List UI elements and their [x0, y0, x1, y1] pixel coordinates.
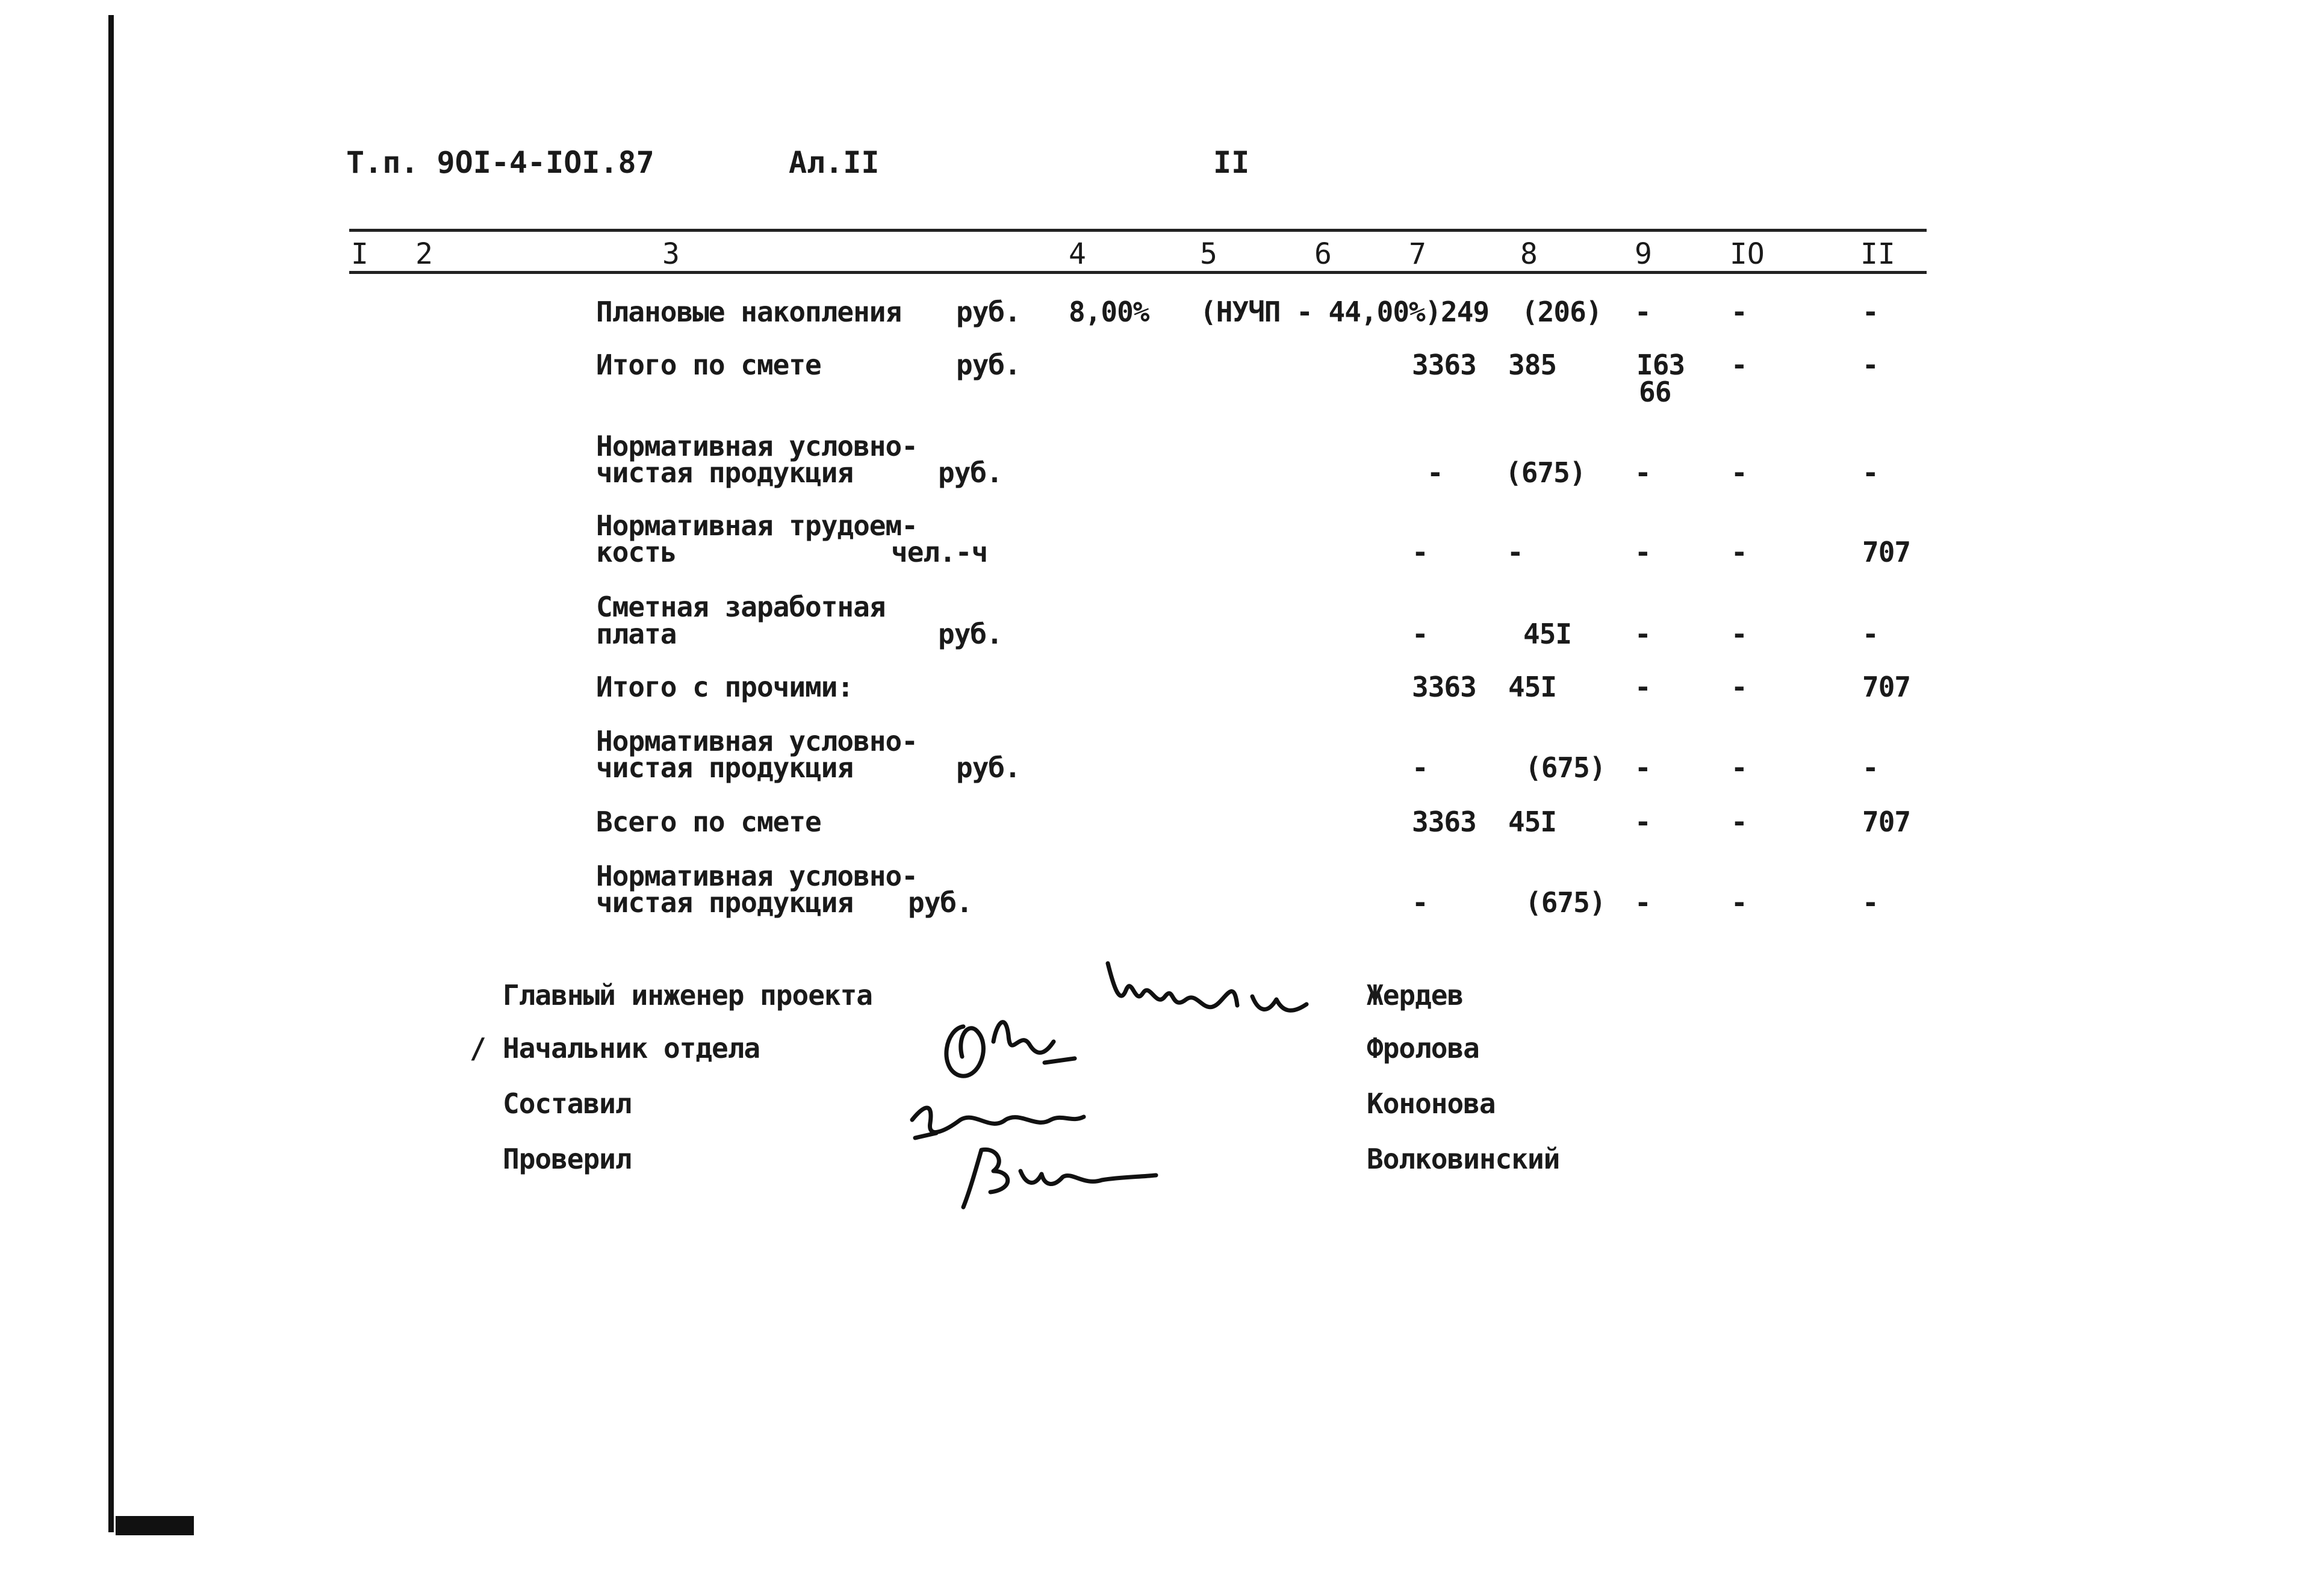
margin-footer-bar: [116, 1516, 194, 1535]
cell-col10: -: [1731, 296, 1747, 328]
row-label-cont: плата: [596, 618, 677, 650]
cell-col11: -: [1862, 618, 1878, 650]
cell-col8: (675): [1505, 456, 1586, 489]
cell-col7: -: [1427, 456, 1443, 489]
cell-col9: -: [1635, 751, 1651, 784]
signature-role: Начальник отдела: [503, 1032, 760, 1064]
signature-name: Фролова: [1367, 1032, 1479, 1064]
cell-col7: -: [1412, 886, 1428, 919]
col-number-5: 5: [1200, 237, 1217, 271]
col-number-9: 9: [1635, 237, 1652, 271]
cell-col9: -: [1635, 536, 1651, 568]
cell-col8: -: [1507, 536, 1523, 568]
slash-mark: /: [470, 1032, 486, 1064]
cell-col9-top: I63: [1636, 349, 1685, 381]
doc-code: Т.п. 9OI-4-IOI.87: [346, 145, 654, 180]
cell-col8: 385: [1508, 349, 1557, 381]
cell-col5: (НУЧП - 44,00%): [1200, 296, 1441, 328]
album-label: Ал.II: [789, 145, 880, 180]
row-unit: руб.: [956, 751, 1021, 784]
cell-col7: -: [1412, 536, 1428, 568]
cell-col11: -: [1862, 349, 1878, 381]
cell-col10: -: [1731, 671, 1747, 703]
col-number-3: 3: [662, 237, 680, 271]
cell-col9: -: [1635, 456, 1651, 489]
col-number-1: I: [351, 237, 368, 271]
row-unit: чел.-ч: [891, 536, 988, 568]
row-label-cont: кость: [596, 536, 677, 568]
cell-col11: 707: [1862, 806, 1911, 838]
cell-col11: -: [1862, 886, 1878, 919]
cell-col8: 45I: [1508, 806, 1557, 838]
header-rule-bottom: [349, 271, 1927, 274]
cell-col7: -: [1412, 618, 1428, 650]
row-label: Всего по смете: [596, 806, 821, 838]
margin-line: [108, 15, 114, 1532]
col-number-8: 8: [1520, 237, 1538, 271]
cell-col7: -: [1412, 751, 1428, 784]
cell-col9: -: [1635, 886, 1651, 919]
cell-col10: -: [1731, 618, 1747, 650]
cell-col7: 3363: [1412, 349, 1476, 381]
cell-col8: (675): [1525, 751, 1606, 784]
row-label: Нормативная трудоем-: [596, 509, 918, 542]
row-label: Итого по смете: [596, 349, 821, 381]
row-label: Нормативная условно-: [596, 860, 918, 892]
cell-col4: 8,00%: [1069, 296, 1149, 328]
cell-col10: -: [1731, 886, 1747, 919]
row-label-cont: чистая продукция: [596, 456, 854, 489]
cell-col9: -: [1635, 296, 1651, 328]
col-number-6: 6: [1314, 237, 1332, 271]
cell-col9: -: [1635, 806, 1651, 838]
signature-name: Жердев: [1367, 979, 1464, 1011]
cell-col11: 707: [1862, 536, 1911, 568]
cell-col11: -: [1862, 456, 1878, 489]
cell-col10: -: [1731, 751, 1747, 784]
header-rule-top: [349, 229, 1927, 232]
col-number-10: IO: [1730, 237, 1765, 271]
row-unit: руб.: [908, 886, 972, 919]
row-unit: руб.: [956, 349, 1021, 381]
signature-role: Главный инженер проекта: [503, 979, 872, 1011]
signature-name: Кононова: [1367, 1087, 1496, 1120]
row-label: Сметная заработная: [596, 591, 886, 623]
row-unit: руб.: [938, 456, 1002, 489]
cell-col9-bottom: 66: [1639, 376, 1671, 408]
row-label: Нормативная условно-: [596, 430, 918, 462]
signature-name: Волковинский: [1367, 1143, 1560, 1175]
row-label-cont: чистая продукция: [596, 751, 854, 784]
cell-col10: -: [1731, 456, 1747, 489]
cell-col9: -: [1635, 671, 1651, 703]
row-unit: руб.: [938, 618, 1002, 650]
cell-col8: 45I: [1523, 618, 1572, 650]
cell-col8: (206): [1521, 296, 1602, 328]
cell-col8: 45I: [1508, 671, 1557, 703]
row-label-cont: чистая продукция: [596, 886, 854, 919]
cell-col10: -: [1731, 349, 1747, 381]
cell-col10: -: [1731, 536, 1747, 568]
cell-col10: -: [1731, 806, 1747, 838]
row-label: Нормативная условно-: [596, 725, 918, 757]
col-number-7: 7: [1409, 237, 1426, 271]
handwritten-signatures: [891, 939, 1373, 1216]
row-label: Плановые накопления: [596, 296, 902, 328]
col-number-2: 2: [415, 237, 433, 271]
col-number-4: 4: [1069, 237, 1086, 271]
cell-col11: 707: [1862, 671, 1911, 703]
signature-role: Составил: [503, 1087, 632, 1120]
cell-col8: (675): [1525, 886, 1606, 919]
row-unit: руб.: [956, 296, 1021, 328]
cell-col7: 3363: [1412, 671, 1476, 703]
row-label: Итого с прочими:: [596, 671, 854, 703]
cell-col7: 3363: [1412, 806, 1476, 838]
page-number: II: [1213, 145, 1250, 180]
cell-col11: -: [1862, 751, 1878, 784]
cell-col7: 249: [1441, 296, 1490, 328]
cell-col11: -: [1862, 296, 1878, 328]
col-number-11: II: [1860, 237, 1895, 271]
cell-col9: -: [1635, 618, 1651, 650]
signature-role: Проверил: [503, 1143, 632, 1175]
